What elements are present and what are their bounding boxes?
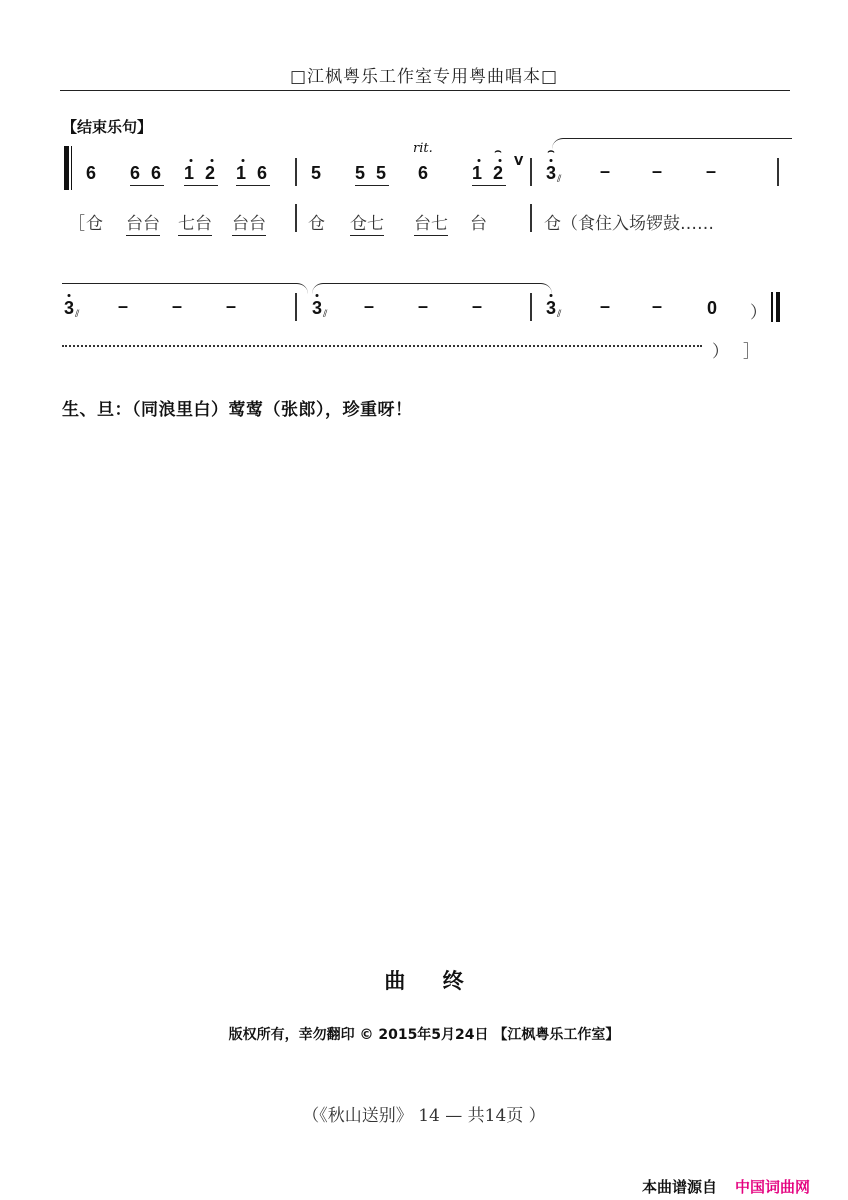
perc-text: 仓（食住入场锣鼓…… [544, 214, 714, 234]
perc-syllable: 仓 [308, 214, 325, 234]
close-paren: ） [750, 303, 767, 323]
note-tremolo: 3⫽ [64, 298, 80, 320]
tremolo-icon: ⫽ [75, 309, 80, 320]
note-group: 6 6 [130, 163, 164, 186]
rest-zero: 0 [707, 298, 718, 318]
dash: – [652, 161, 663, 181]
dash: – [652, 296, 663, 316]
dash: – [706, 161, 717, 181]
note: 5 [311, 163, 322, 183]
perc-syllable: 七台 [178, 209, 212, 236]
barline [295, 158, 297, 186]
barline [530, 293, 532, 321]
source-brand-link[interactable]: 中国词曲网 [735, 1178, 811, 1196]
note-group-dotted: 1 2 [184, 163, 218, 186]
note-group: 5 5 [355, 163, 389, 186]
section-label: 【结束乐句】 [62, 118, 153, 136]
final-barline-thin [771, 292, 773, 322]
breath-mark: V [514, 154, 524, 168]
tremolo-icon: ⫽ [557, 174, 562, 185]
barline [295, 204, 297, 232]
fermata-icon: ⌢ [494, 145, 505, 157]
note-group-dotted: 1 6 [236, 163, 270, 186]
perc-syllable: 台台 [232, 209, 266, 236]
source-prefix: 本曲谱源自 [642, 1178, 718, 1196]
perc-syllable: 仓 [86, 214, 103, 234]
dash: – [600, 296, 611, 316]
fermata-icon: ⌢ [547, 145, 555, 157]
dash: – [418, 296, 429, 316]
dash: – [172, 296, 183, 316]
percussion-continuation-dots [62, 345, 702, 347]
dash: – [364, 296, 375, 316]
slur-tie [62, 283, 308, 294]
note-tremolo: 3⫽ [312, 298, 328, 320]
barline [530, 204, 532, 232]
dash: – [600, 161, 611, 181]
note: 6 [418, 163, 429, 183]
perc-close-bracket: ］ [743, 342, 760, 362]
dash: – [118, 296, 129, 316]
note: 6 [86, 163, 97, 183]
page-number: （《秋山送别》 14 — 共14页 ） [302, 1106, 546, 1126]
slur-tie [552, 138, 792, 149]
page-header-title: □江枫粤乐工作室专用粤曲唱本□ [289, 67, 559, 87]
copyright-line: 版权所有，幸勿翻印 © 2015年5月24日 【江枫粤乐工作室】 [228, 1027, 620, 1043]
perc-close-paren: ） [712, 342, 729, 362]
slur-tie [312, 283, 552, 294]
barline [777, 158, 779, 186]
note-group-dotted: 1 ⌢ 2 [472, 163, 506, 186]
dash: – [472, 296, 483, 316]
system-start-barline [64, 146, 69, 190]
header-divider [60, 90, 790, 91]
barline [295, 293, 297, 321]
tempo-marking: rit. [413, 141, 433, 156]
perc-open-bracket: ［ [68, 214, 85, 234]
tremolo-icon: ⫽ [323, 309, 328, 320]
barline [530, 158, 532, 186]
note-tremolo: ⌢ 3⫽ [546, 145, 562, 185]
perc-syllable: 仓七 [350, 209, 384, 236]
end-title: 曲 终 [384, 969, 464, 993]
source-watermark [642, 1176, 810, 1197]
dash: – [226, 296, 237, 316]
system-start-thin-line [71, 146, 72, 190]
dialogue-line: 生、旦：（同浪里白）莺莺（张郎），珍重呀！ [62, 400, 413, 420]
tremolo-icon: ⫽ [557, 309, 562, 320]
final-barline-thick [776, 292, 780, 322]
perc-syllable: 台七 [414, 209, 448, 236]
perc-syllable: 台台 [126, 209, 160, 236]
perc-syllable: 台 [470, 214, 487, 234]
note-tremolo: 3⫽ [546, 298, 562, 320]
